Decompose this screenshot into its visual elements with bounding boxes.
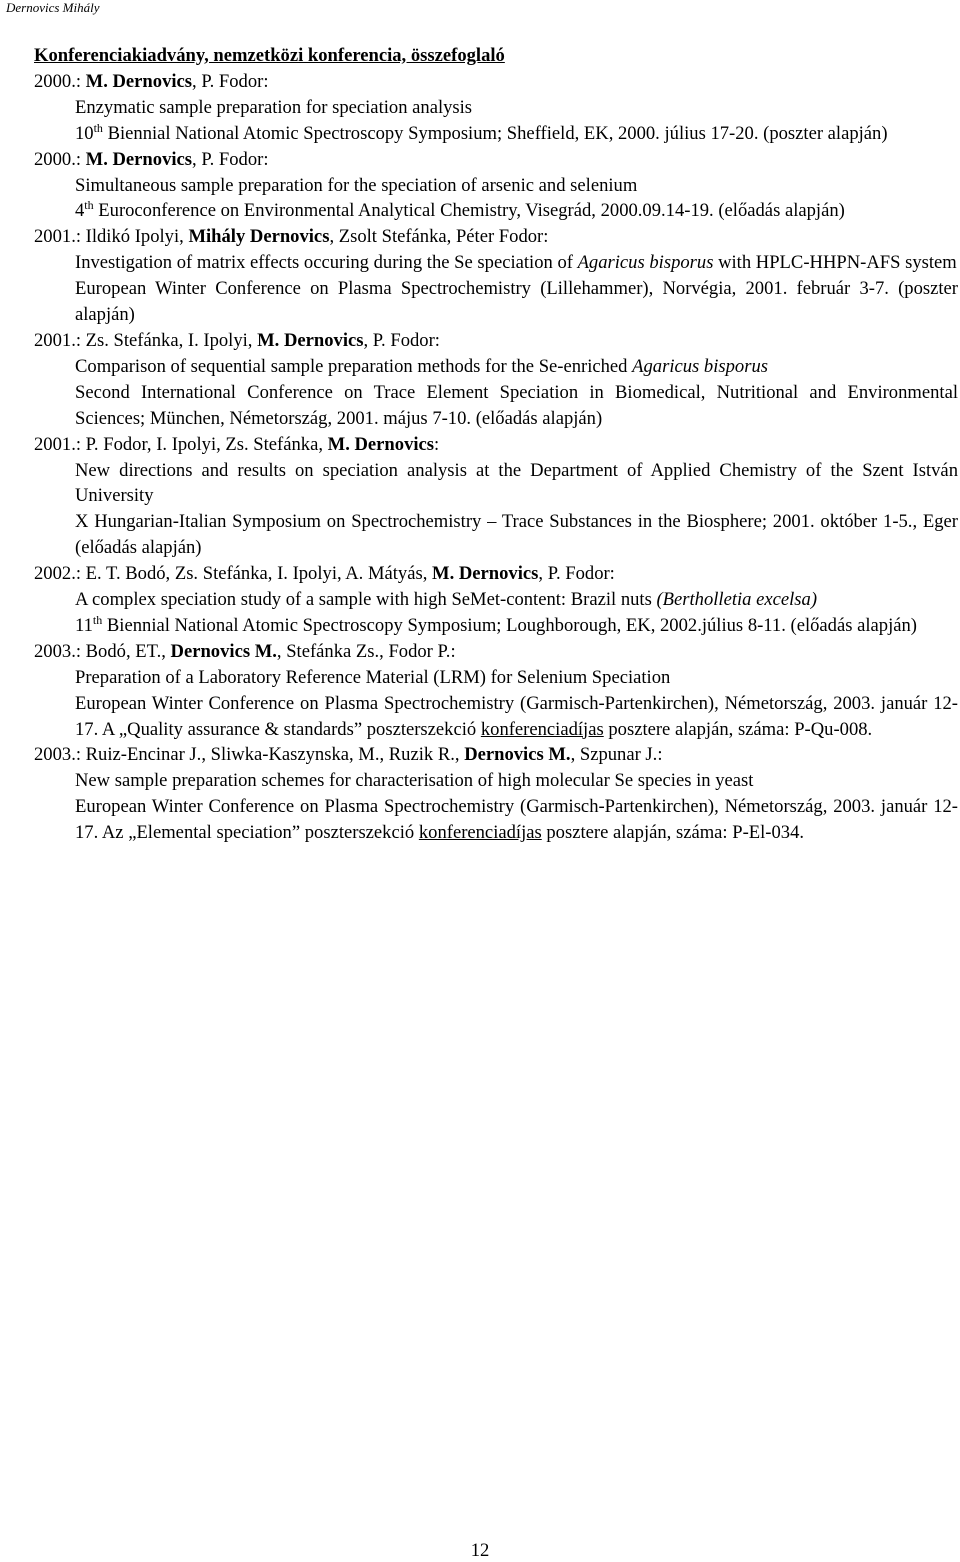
entry-venue: European Winter Conference on Plasma Spectrochemistry (Lillehammer), Norvégia, 2001. február 3-7. (poszter alapján) [75, 278, 958, 326]
entry-title: Simultaneous sample preparation for the speciation of arsenic and selenium [75, 174, 638, 196]
entry-authors: 2001.: Zs. Stefánka, I. Ipolyi, M. Dernovics, P. Fodor: [34, 329, 440, 351]
entry-venue: 4th Euroconference on Environmental Analytical Chemistry, Visegrád, 2000.09.14-19. (előadás alapján) [75, 198, 845, 222]
page-number: 12 [470, 1540, 490, 1561]
entry-6 [34, 561, 958, 639]
entry-title: Comparison of sequential sample preparation methods for the Se-enriched Agaricus bisporus [75, 355, 768, 377]
entry-8 [34, 742, 958, 846]
entry-venue: 11th Biennial National Atomic Spectroscopy Symposium; Loughborough, EK, 2002.július 8-11. (előadás alapján) [75, 612, 917, 636]
section-title: Konferenciakiadvány, nemzetközi konferencia, összefoglaló [34, 45, 505, 66]
entry-3 [34, 224, 958, 328]
entry-4 [34, 328, 958, 432]
entry-venue: European Winter Conference on Plasma Spectrochemistry (Garmisch-Partenkirchen), Németország, 2003. január 12-17. Az „Elemental speciation” poszterszekció konferenciadíjas posztere alapján, száma: P-El-034. [75, 796, 958, 844]
entry-7 [34, 639, 958, 743]
entry-title: Enzymatic sample preparation for speciation analysis [75, 96, 473, 118]
award-underline: konferenciadíjas [480, 718, 604, 740]
award-underline: konferenciadíjas [418, 822, 542, 844]
entry-venue: European Winter Conference on Plasma Spectrochemistry (Garmisch-Partenkirchen), Németország, 2003. január 12-17. A „Quality assurance & standards” poszterszekció konferenciadíjas posztere alapján, száma: P-Qu-008. [75, 692, 958, 740]
entry-authors: 2002.: E. T. Bodó, Zs. Stefánka, I. Ipolyi, A. Mátyás, M. Dernovics, P. Fodor: [34, 563, 615, 585]
entry-authors: 2003.: Bodó, ET., Dernovics M., Stefánka Zs., Fodor P.: [34, 640, 456, 662]
entry-authors: 2003.: Ruiz-Encinar J., Sliwka-Kaszynska, M., Ruzik R., Dernovics M., Szpunar J.: [34, 744, 663, 766]
entry-2 [34, 147, 958, 225]
entry-authors: 2001.: Ildikó Ipolyi, Mihály Dernovics, Zsolt Stefánka, Péter Fodor: [34, 226, 549, 248]
entry-authors: 2001.: P. Fodor, I. Ipolyi, Zs. Stefánka, M. Dernovics: [34, 433, 440, 455]
entry-title: Preparation of a Laboratory Reference Material (LRM) for Selenium Speciation [75, 666, 671, 688]
entry-authors: 2000.: M. Dernovics, P. Fodor: [34, 148, 269, 170]
entry-title: Investigation of matrix effects occuring during the Se speciation of Agaricus bisporus with HPLC-HHPN-AFS system [75, 252, 957, 274]
entry-title: New directions and results on speciation analysis at the Department of Applied Chemistry of the Szent István University [75, 459, 958, 507]
entry-venue: 10th Biennial National Atomic Spectroscopy Symposium; Sheffield, EK, 2000. július 17-20. (poszter alapján) [75, 120, 888, 144]
entry-venue: Second International Conference on Trace Element Speciation in Biomedical, Nutritional and Environmental Sciences; München, Németország, 2001. május 7-10. (előadás alapján) [75, 381, 958, 429]
entry-1 [34, 69, 958, 147]
entry-venue: X Hungarian-Italian Symposium on Spectrochemistry – Trace Substances in the Biosphere; 2001. október 1-5., Eger (előadás alapján) [75, 511, 958, 559]
entry-title: A complex speciation study of a sample with high SeMet-content: Brazil nuts (Bertholletia excelsa) [75, 589, 818, 611]
entry-5 [34, 432, 958, 562]
entry-title: New sample preparation schemes for characterisation of high molecular Se species in yeast [75, 770, 754, 792]
publication-list [34, 43, 958, 846]
running-header: Dernovics Mihály [6, 0, 100, 15]
entry-authors: 2000.: M. Dernovics, P. Fodor: [34, 70, 269, 92]
